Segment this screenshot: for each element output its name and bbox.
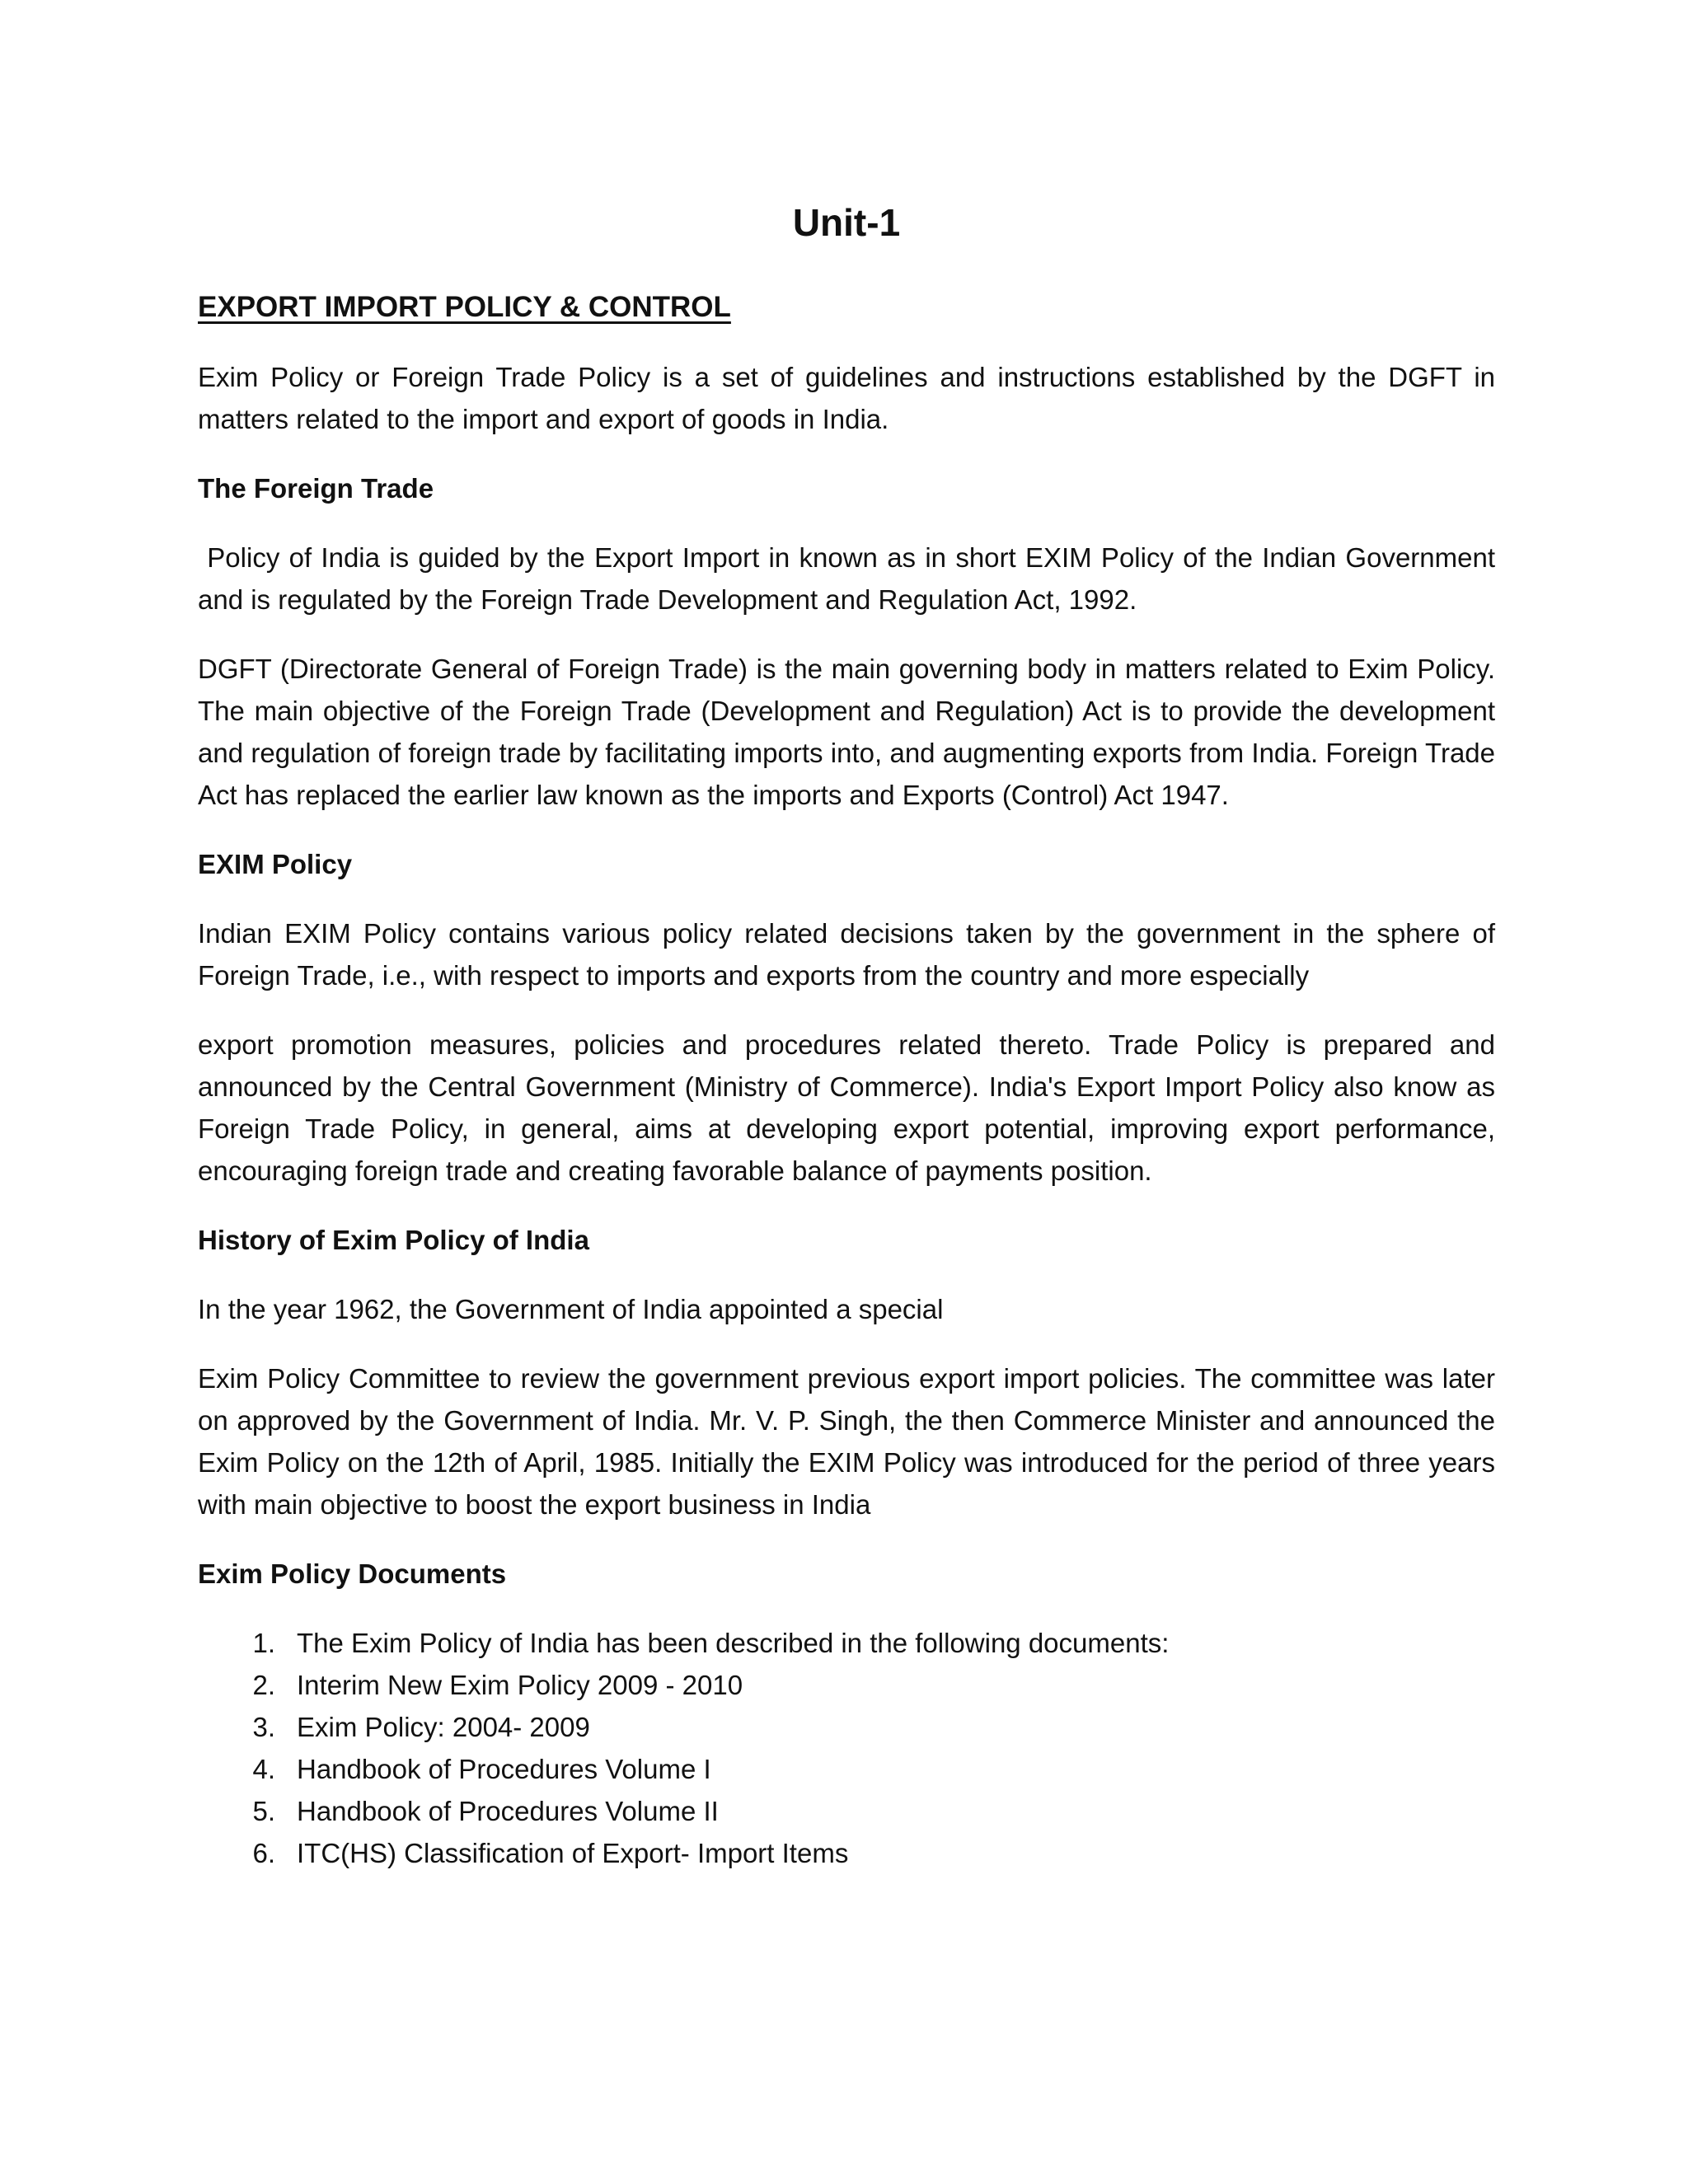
list-item (198, 1664, 1495, 1706)
list-number: 3. (252, 1712, 275, 1742)
history-paragraph-2: Exim Policy Committee to review the government previous export import policies. The committee was later on approved by the Government of India. Mr. V. P. Singh, the then Commerce Minister and announced the Exim Policy on the 12th of April, 1985. Initially the EXIM Policy was introduced for the period of three years with main objective to boost the export business in India (198, 1363, 1495, 1520)
list-number: 5. (252, 1796, 275, 1826)
history-heading: History of Exim Policy of India (198, 1225, 589, 1255)
foreign-trade-paragraph-2: DGFT (Directorate General of Foreign Trade) is the main governing body in matters related to Exim Policy. The main objective of the Foreign Trade (Development and Regulation) Act is to provide the development and regulation of foreign trade by facilitating imports into, and augmenting exports from India. Foreign Trade Act has replaced the earlier law known as the imports and Exports (Control) Act 1947. (198, 654, 1495, 810)
list-item (198, 1706, 1495, 1748)
documents-list (198, 1622, 1495, 1874)
list-number: 4. (252, 1754, 275, 1784)
exim-policy-heading: EXIM Policy (198, 849, 353, 879)
document-body (198, 356, 1495, 1874)
documents-heading: Exim Policy Documents (198, 1558, 507, 1589)
list-text: Handbook of Procedures Volume II (297, 1796, 719, 1826)
history-paragraph-1: In the year 1962, the Government of India appointed a special (198, 1294, 944, 1324)
list-text: ITC(HS) Classification of Export- Import Items (297, 1838, 849, 1868)
list-item (198, 1790, 1495, 1832)
exim-policy-paragraph-1: Indian EXIM Policy contains various policy related decisions taken by the government in the sphere of Foreign Trade, i.e., with respect to imports and exports from the country and more especially (198, 918, 1495, 991)
page-title: Unit-1 (792, 201, 901, 244)
list-number: 2. (252, 1670, 275, 1700)
section-title: EXPORT IMPORT POLICY & CONTROL (198, 291, 731, 323)
list-item (198, 1622, 1495, 1664)
intro-paragraph: Exim Policy or Foreign Trade Policy is a set of guidelines and instructions established by the DGFT in matters related to the import and export of goods in India. (198, 362, 1495, 434)
list-text: The Exim Policy of India has been described in the following documents: (297, 1628, 1170, 1658)
foreign-trade-heading: The Foreign Trade (198, 473, 434, 504)
list-text: Interim New Exim Policy 2009 - 2010 (297, 1670, 743, 1700)
list-number: 1. (252, 1628, 275, 1658)
list-number: 6. (252, 1838, 275, 1868)
list-item (198, 1832, 1495, 1874)
exim-policy-paragraph-2: export promotion measures, policies and procedures related thereto. Trade Policy is prepared and announced by the Central Government (Ministry of Commerce). India's Export Import Policy also know as Foreign Trade Policy, in general, aims at developing export potential, improving export performance, encouraging foreign trade and creating favorable balance of payments position. (198, 1029, 1495, 1186)
list-text: Handbook of Procedures Volume I (297, 1754, 711, 1784)
foreign-trade-paragraph-1: Policy of India is guided by the Export Import in known as in short EXIM Policy of the Indian Government and is regulated by the Foreign Trade Development and Regulation Act, 1992. (198, 542, 1495, 615)
list-text: Exim Policy: 2004- 2009 (297, 1712, 590, 1742)
list-item (198, 1748, 1495, 1790)
